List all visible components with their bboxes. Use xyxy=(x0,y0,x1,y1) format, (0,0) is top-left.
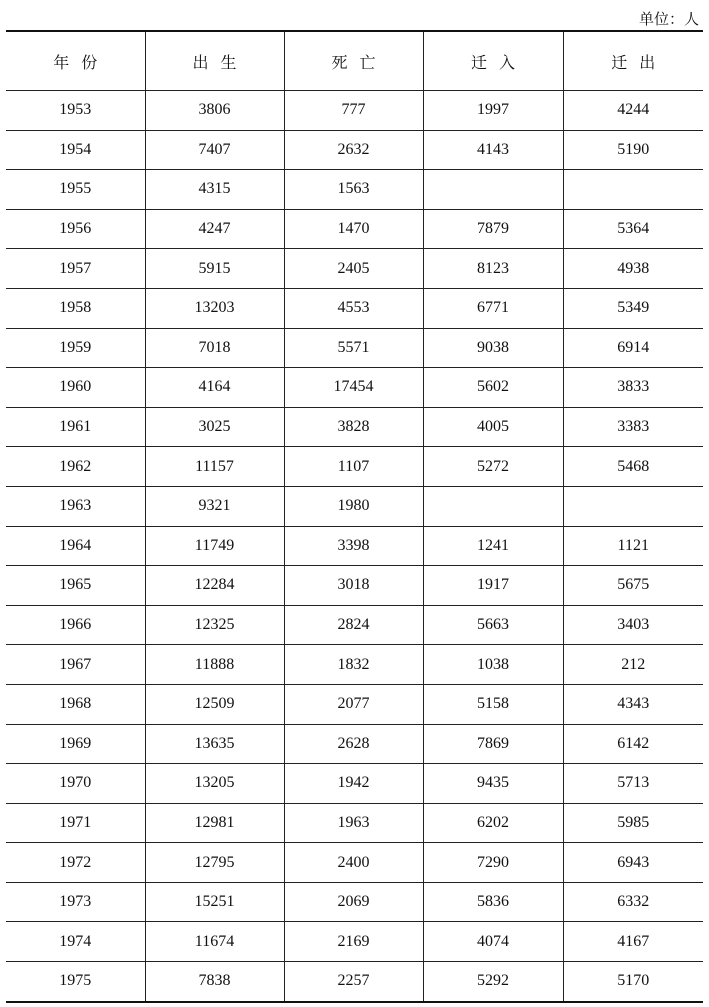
births-cell: 12795 xyxy=(145,843,284,883)
table-row xyxy=(6,447,703,487)
table-row xyxy=(6,328,703,368)
year-cell: 1975 xyxy=(6,962,145,1002)
births-cell: 12981 xyxy=(145,803,284,843)
births-cell: 12284 xyxy=(145,566,284,606)
move-in-cell: 5602 xyxy=(423,368,563,408)
move-out-cell: 5190 xyxy=(563,130,703,170)
deaths-cell: 1980 xyxy=(284,486,423,526)
deaths-cell: 1107 xyxy=(284,447,423,487)
year-cell: 1971 xyxy=(6,803,145,843)
year-cell: 1960 xyxy=(6,368,145,408)
year-cell: 1964 xyxy=(6,526,145,566)
deaths-cell: 2824 xyxy=(284,605,423,645)
table-row xyxy=(6,605,703,645)
births-cell: 4247 xyxy=(145,209,284,249)
move-out-cell xyxy=(563,170,703,210)
move-out-cell: 5468 xyxy=(563,447,703,487)
table-row xyxy=(6,249,703,289)
move-out-cell: 3403 xyxy=(563,605,703,645)
births-cell: 11749 xyxy=(145,526,284,566)
year-cell: 1959 xyxy=(6,328,145,368)
unit-label: 单位：人 xyxy=(638,10,699,28)
table-row xyxy=(6,724,703,764)
population-table xyxy=(6,30,703,1003)
header-row xyxy=(6,31,703,91)
deaths-cell: 2257 xyxy=(284,962,423,1002)
deaths-cell: 2069 xyxy=(284,882,423,922)
move-in-cell: 4143 xyxy=(423,130,563,170)
year-cell: 1957 xyxy=(6,249,145,289)
table-row xyxy=(6,962,703,1002)
move-in-cell: 6771 xyxy=(423,288,563,328)
table-row xyxy=(6,922,703,962)
move-out-cell: 6914 xyxy=(563,328,703,368)
move-in-cell: 1997 xyxy=(423,91,563,131)
births-cell: 13205 xyxy=(145,764,284,804)
deaths-cell: 3828 xyxy=(284,407,423,447)
table-row xyxy=(6,170,703,210)
move-in-cell: 1038 xyxy=(423,645,563,685)
year-cell: 1958 xyxy=(6,288,145,328)
year-cell: 1974 xyxy=(6,922,145,962)
move-out-cell: 6142 xyxy=(563,724,703,764)
deaths-cell: 4553 xyxy=(284,288,423,328)
births-cell: 11674 xyxy=(145,922,284,962)
table-row xyxy=(6,130,703,170)
table-body xyxy=(6,91,703,1002)
move-in-cell: 8123 xyxy=(423,249,563,289)
move-in-cell: 4074 xyxy=(423,922,563,962)
year-cell: 1970 xyxy=(6,764,145,804)
deaths-cell: 1832 xyxy=(284,645,423,685)
move-out-cell: 3833 xyxy=(563,368,703,408)
table-row xyxy=(6,803,703,843)
year-cell: 1963 xyxy=(6,486,145,526)
year-cell: 1968 xyxy=(6,684,145,724)
move-in-cell xyxy=(423,170,563,210)
table-row xyxy=(6,209,703,249)
table-row xyxy=(6,882,703,922)
move-in-cell: 7290 xyxy=(423,843,563,883)
move-out-cell: 6943 xyxy=(563,843,703,883)
move-out-cell: 4244 xyxy=(563,91,703,131)
year-cell: 1965 xyxy=(6,566,145,606)
table-row xyxy=(6,764,703,804)
births-cell: 12509 xyxy=(145,684,284,724)
births-cell: 7407 xyxy=(145,130,284,170)
births-cell: 3806 xyxy=(145,91,284,131)
move-out-cell: 6332 xyxy=(563,882,703,922)
table-row xyxy=(6,843,703,883)
move-in-cell: 5158 xyxy=(423,684,563,724)
deaths-cell: 3018 xyxy=(284,566,423,606)
move-out-cell: 5349 xyxy=(563,288,703,328)
move-out-cell: 3383 xyxy=(563,407,703,447)
table-row xyxy=(6,684,703,724)
move-in-cell: 1917 xyxy=(423,566,563,606)
births-cell: 4164 xyxy=(145,368,284,408)
births-cell: 7838 xyxy=(145,962,284,1002)
table-row xyxy=(6,368,703,408)
table-row xyxy=(6,486,703,526)
header-year: 年份 xyxy=(53,52,110,72)
year-cell: 1955 xyxy=(6,170,145,210)
header-move-in: 迁入 xyxy=(423,31,563,91)
year-cell: 1962 xyxy=(6,447,145,487)
year-cell: 1954 xyxy=(6,130,145,170)
move-in-cell: 5292 xyxy=(423,962,563,1002)
move-in-cell: 9038 xyxy=(423,328,563,368)
deaths-cell: 1942 xyxy=(284,764,423,804)
births-cell: 13635 xyxy=(145,724,284,764)
move-out-cell xyxy=(563,486,703,526)
deaths-cell: 5571 xyxy=(284,328,423,368)
births-cell: 13203 xyxy=(145,288,284,328)
table-row xyxy=(6,407,703,447)
year-cell: 1972 xyxy=(6,843,145,883)
move-out-cell: 5675 xyxy=(563,566,703,606)
births-cell: 5915 xyxy=(145,249,284,289)
births-cell: 3025 xyxy=(145,407,284,447)
deaths-cell: 2169 xyxy=(284,922,423,962)
births-cell: 7018 xyxy=(145,328,284,368)
births-cell: 11157 xyxy=(145,447,284,487)
move-out-cell: 4343 xyxy=(563,684,703,724)
deaths-cell: 1963 xyxy=(284,803,423,843)
move-out-cell: 4167 xyxy=(563,922,703,962)
year-cell: 1956 xyxy=(6,209,145,249)
year-cell: 1973 xyxy=(6,882,145,922)
move-out-cell: 5713 xyxy=(563,764,703,804)
year-cell: 1953 xyxy=(6,91,145,131)
move-in-cell: 5836 xyxy=(423,882,563,922)
move-in-cell: 5663 xyxy=(423,605,563,645)
header-deaths: 死亡 xyxy=(284,31,423,91)
move-out-cell: 5985 xyxy=(563,803,703,843)
move-in-cell: 6202 xyxy=(423,803,563,843)
move-out-cell: 5364 xyxy=(563,209,703,249)
deaths-cell: 2400 xyxy=(284,843,423,883)
births-cell: 4315 xyxy=(145,170,284,210)
deaths-cell: 3398 xyxy=(284,526,423,566)
births-cell: 11888 xyxy=(145,645,284,685)
deaths-cell: 2632 xyxy=(284,130,423,170)
deaths-cell: 2628 xyxy=(284,724,423,764)
deaths-cell: 17454 xyxy=(284,368,423,408)
births-cell: 15251 xyxy=(145,882,284,922)
move-in-cell xyxy=(423,486,563,526)
deaths-cell: 1470 xyxy=(284,209,423,249)
table-row xyxy=(6,645,703,685)
births-cell: 12325 xyxy=(145,605,284,645)
births-cell: 9321 xyxy=(145,486,284,526)
move-in-cell: 5272 xyxy=(423,447,563,487)
move-in-cell: 7869 xyxy=(423,724,563,764)
move-out-cell: 4938 xyxy=(563,249,703,289)
move-in-cell: 4005 xyxy=(423,407,563,447)
move-out-cell: 212 xyxy=(563,645,703,685)
move-out-cell: 1121 xyxy=(563,526,703,566)
move-out-cell: 5170 xyxy=(563,962,703,1002)
deaths-cell: 1563 xyxy=(284,170,423,210)
year-cell: 1969 xyxy=(6,724,145,764)
year-cell: 1967 xyxy=(6,645,145,685)
table-row xyxy=(6,526,703,566)
move-in-cell: 9435 xyxy=(423,764,563,804)
header-births: 出生 xyxy=(145,31,284,91)
table-row xyxy=(6,566,703,606)
header-move-out: 迁出 xyxy=(563,31,703,91)
year-cell: 1966 xyxy=(6,605,145,645)
move-in-cell: 7879 xyxy=(423,209,563,249)
table-row xyxy=(6,288,703,328)
table-row xyxy=(6,91,703,131)
deaths-cell: 2405 xyxy=(284,249,423,289)
year-cell: 1961 xyxy=(6,407,145,447)
deaths-cell: 2077 xyxy=(284,684,423,724)
move-in-cell: 1241 xyxy=(423,526,563,566)
deaths-cell: 777 xyxy=(284,91,423,131)
